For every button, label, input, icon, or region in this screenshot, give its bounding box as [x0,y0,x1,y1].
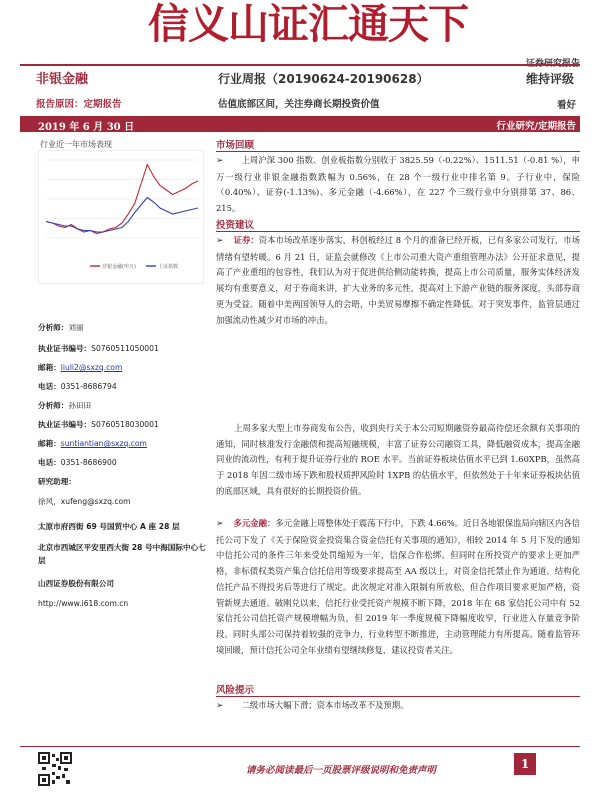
address-beijing: 北京市西城区平安里西大街 28 号中海国际中心七层 [38,543,206,565]
analyst-2-email-link[interactable]: suntiantian@sxzq.com [60,439,147,448]
performance-chart [38,150,204,284]
securities-advice-text: ➢ 证券：资本市场改革逐步落实，科创板经过 8 个月的准备已经开板，已有多家公司发行，市场情绪有望转暖。6 月 21 日，证监会就修改《上市公司重大资产重组管理办法》公开征求意见，提高了产业重组的包容性，我们认为对于促进供给侧动能转换，提高上市公司质量，服务实体经济发展均有重要意义，对于券商来讲，扩大业务的多元性，提高对上下游产业链的服务深度，头部券商更为受益。随着中美两国领导人的会晤，中美贸易摩擦不确定性降低。对于突发事件，监管层通过加强流动性减少对市场的冲击。 [216,235,580,325]
disclaimer: 请务必阅读最后一页股票评级说明和免责声明 [246,765,437,776]
risk-text: ➢ 二级市场大幅下滑；资本市场改革不及预期。 [216,700,409,711]
report-type: 行业周报（20190624-20190628） [218,72,429,86]
chart-title: 行业近一年市场表现 [40,140,112,149]
address-taiyuan: 太原市府西街 69 号国贸中心 A 座 28 层 [38,522,180,531]
section-divider [216,696,580,697]
report-category [526,56,580,69]
section-market-review: 市场回顾 [216,140,255,151]
report-reason: 报告原因：定期报告 [36,99,122,110]
bullet-icon: ➢ [216,156,224,166]
section-risk: 风险提示 [216,685,255,696]
footer-divider [20,746,580,747]
section-investment-advice: 投资建议 [216,220,255,231]
brand-logo [148,0,478,50]
research-assistant: 徐风，xufeng@sxzq.com [38,497,131,506]
report-date: 2019 年 6 月 30 日 [38,122,135,133]
page-number: 1 [514,753,536,775]
analyst-1-cert: 执业证书编号：S0760511050001 [38,344,159,353]
section-divider [216,151,580,152]
report-headline: 估值底部区间，关注券商长期投资价值 [218,99,380,110]
analyst-1-name: 分析师：刘丽 [38,323,84,332]
company-name: 山西证券股份有限公司 [38,579,114,588]
qr-code-icon [38,752,72,786]
bullet-icon: ➢ [216,519,224,529]
analyst-2-email: 邮箱：suntiantian@sxzq.com [38,439,147,448]
analyst-2-name: 分析师：孙田田 [38,401,92,410]
section-divider [216,231,580,232]
report-dept: 行业研究/定期报告 [496,121,576,132]
analyst-2-phone: 电话：0351-8686900 [38,458,117,467]
bullet-icon: ➢ [216,701,224,711]
bullet-icon: ➢ [216,236,224,246]
analyst-1-email: 邮箱：liuli2@sxzq.com [38,363,123,372]
header-divider [20,64,580,66]
company-website[interactable]: http://www.i618.com.cn [38,599,129,608]
analyst-1-email-link[interactable]: liuli2@sxzq.com [60,363,123,372]
research-assistant-label: 研究助理： [38,477,76,486]
sector-name: 非银金融 [36,72,89,87]
legend-label-0: 非银金融(申万) [102,264,136,270]
rating: 维持评级 [525,72,574,86]
analyst-1-phone: 电话：0351-8686794 [38,382,117,391]
logo-text: 信义山证汇通天下 [148,0,468,48]
securities-advice-text-2: 上周多家大型上市券商发布公告，收到央行关于本公司短期融资券最高待偿还余额有关事项的通知，同时核准发行金融债和提高短融规模，丰富了证券公司融资工具，降低融资成本，提高金融同业的流动性，有利于提升证券行业的 ROE 水平。当前证券板块估值水平已到 1.60XPB，虽然高于 2018 年因二级市场下跌和股权质押风险时 1XPB 的估值水平，但依然处于十年来证券板块估值的底部区域，具有很好的长期投资价值。 [216,423,580,496]
legend-label-1: 上证指数 [158,264,179,270]
rating-view: 看好 [556,100,576,111]
diversified-finance-text: ➢ 多元金融：多元金融上周整体处于震荡下行中，下跌 4.66%。近日各地银保监局向辖区内各信托公司下发了《关于保险资金投资集合资金信托有关事项的通知》，相较 2014 年 5 月下发的通知中信托公司的条件三年来受处罚缩短为一年，信保合作松绑。但同时在所投资产的要求上更加严格，非标债权类资产集合信托信用等级要求提高至 AA 级以上，对资金信托禁止作为通道、结构化信托产品不得投劣后等进行了规定。此次规定对准入限制有所放松，但合作项目要求更加严格，资管新规去通道、破刚兑以来，信托行业受托资产规模不断下降，2018 年在 68 家信托公司中有 52 家信托公司信托资产规模增幅为负，但 2019 年一季度规模下降幅度收窄，行业进入存量竞争阶段。同时头部公司保持着较强的竞争力，行业转型不断推进，主动管理能力有所提高。随着监管环境回暖，预计信托公司全年业绩有望继续修复，建议投资者关注。 [216,518,580,655]
market-review-text: ➢ 上周沪深 300 指数、创业板指数分别收于 3825.59（-0.22%）、1511.51（-0.81 %），申万一级行业非银金融指数跌幅为 0.56%，在 28 个一级行业中排名第 9。子行业中，保险（0.40%）、证券(-1.13%)、多元金融（-4.66%），在 227 个三级行业中分别排第 37、86、215。 [216,155,580,214]
analyst-2-cert: 执业证书编号：S0760518030001 [38,420,159,429]
